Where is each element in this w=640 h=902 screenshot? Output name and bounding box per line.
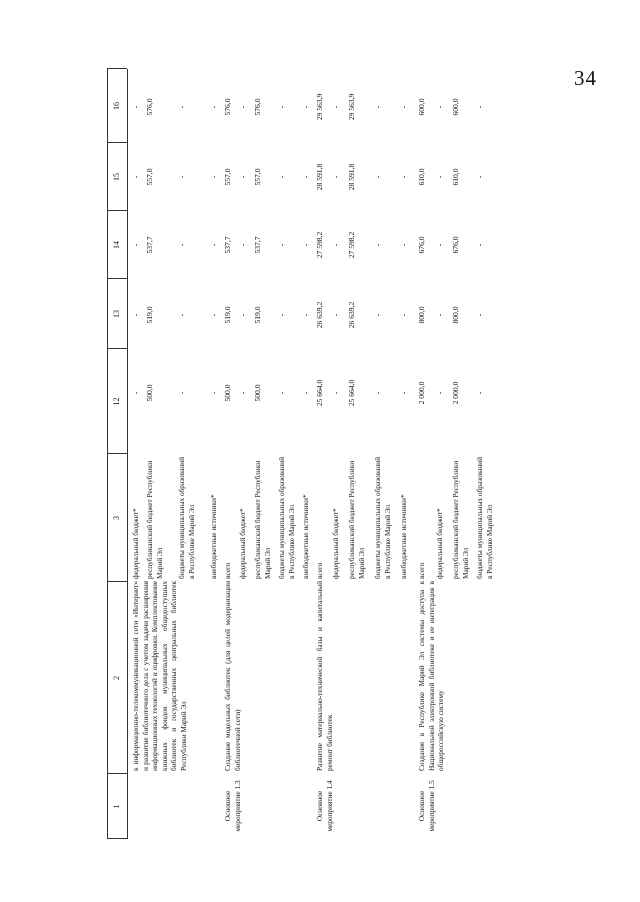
value-cell: -	[373, 175, 382, 179]
value-cell: -	[373, 243, 382, 247]
value-cell: 29 563,9	[315, 93, 324, 121]
value-cell: -	[373, 105, 382, 109]
event-label: Основное мероприятие 1.4	[315, 780, 334, 832]
value-cell: -	[399, 105, 408, 109]
value-cell: 500,0	[223, 384, 232, 402]
value-cell: -	[399, 391, 408, 395]
value-cell: -	[277, 175, 286, 179]
value-cell: -	[177, 243, 186, 247]
value-cell: 557,0	[145, 168, 154, 186]
funding-source: федеральный бюджет*	[131, 508, 140, 579]
funding-source: бюджеты муниципальных образований в Республике Марий Эл	[177, 457, 196, 579]
page-number: 34	[574, 66, 597, 90]
row-description: Создание в Республике Марий Эл системы доступа к Национальной электронной библиотеке и ее интеграция в общероссийскую систему	[417, 581, 445, 771]
table-top-rule	[107, 69, 108, 839]
value-cell: -	[131, 243, 140, 247]
value-cell: -	[301, 313, 310, 317]
value-cell: 676,0	[451, 236, 460, 254]
value-cell: 519,0	[223, 306, 232, 324]
funding-source: всего	[315, 562, 324, 579]
value-cell: -	[301, 391, 310, 395]
value-cell: 25 664,0	[347, 379, 356, 407]
value-cell: -	[238, 175, 247, 179]
column-header: 2	[112, 676, 121, 680]
funding-source: федеральный бюджет*	[238, 508, 247, 579]
value-cell: 537,7	[223, 236, 232, 254]
value-cell: 557,0	[253, 168, 262, 186]
value-cell: 557,0	[223, 168, 232, 186]
value-cell: 676,0	[417, 236, 426, 254]
rotated-budget-table	[105, 69, 535, 839]
value-cell: -	[435, 313, 444, 317]
value-cell: 576,0	[145, 98, 154, 116]
value-cell: -	[131, 105, 140, 109]
value-cell: 29 563,9	[347, 93, 356, 121]
value-cell: -	[475, 175, 484, 179]
funding-source: внебюджетные источники*	[209, 494, 218, 579]
value-cell: 500,0	[145, 384, 154, 402]
funding-source: республиканский бюджет Республики Марий Эл	[347, 460, 366, 579]
value-cell: 800,0	[417, 306, 426, 324]
value-cell: 537,7	[253, 236, 262, 254]
funding-source: федеральный бюджет*	[435, 508, 444, 579]
value-cell: -	[277, 243, 286, 247]
value-cell: 600,0	[451, 98, 460, 116]
value-cell: -	[277, 105, 286, 109]
value-cell: 800,0	[451, 306, 460, 324]
value-cell: -	[373, 313, 382, 317]
value-cell: -	[209, 175, 218, 179]
funding-source: внебюджетные источники*	[399, 494, 408, 579]
value-cell: -	[238, 391, 247, 395]
value-cell: -	[209, 313, 218, 317]
value-cell: 537,7	[145, 236, 154, 254]
funding-source: федеральный бюджет*	[331, 508, 340, 579]
value-cell: 576,0	[253, 98, 262, 116]
value-cell: -	[435, 175, 444, 179]
value-cell: -	[331, 105, 340, 109]
value-cell: 610,0	[417, 168, 426, 186]
value-cell: -	[301, 105, 310, 109]
value-cell: -	[435, 391, 444, 395]
value-cell: -	[209, 391, 218, 395]
funding-source: всего	[417, 562, 426, 579]
value-cell: -	[435, 243, 444, 247]
value-cell: 2 000,0	[417, 381, 426, 405]
value-cell: 519,0	[145, 306, 154, 324]
value-cell: 26 639,2	[315, 301, 324, 329]
funding-source: внебюджетные источники*	[301, 494, 310, 579]
value-cell: 27 598,2	[315, 231, 324, 259]
value-cell: -	[331, 391, 340, 395]
value-cell: -	[177, 313, 186, 317]
value-cell: -	[435, 105, 444, 109]
value-cell: -	[331, 243, 340, 247]
value-cell: -	[131, 391, 140, 395]
value-cell: 2 000,0	[451, 381, 460, 405]
event-label: Основное мероприятие 1.3	[223, 780, 242, 832]
value-cell: 27 598,2	[347, 231, 356, 259]
value-cell: -	[399, 313, 408, 317]
row-description: к информационно-телекоммуникационной сети «Интернет» и развитие библиотечного дела с учетом задачи расширения информационных технологий и оцифровки. Комплектование книжных фондов муниципальных общедоступных библиотек и государственных центральных библиотек Республики Марий Эл	[131, 581, 188, 771]
value-cell: -	[277, 391, 286, 395]
value-cell: -	[177, 391, 186, 395]
column-header: 13	[112, 310, 121, 318]
value-cell: -	[399, 243, 408, 247]
value-cell: 500,0	[253, 384, 262, 402]
funding-source: республиканский бюджет Республики Марий Эл	[145, 460, 164, 579]
value-cell: 28 591,8	[347, 163, 356, 191]
value-cell: -	[301, 175, 310, 179]
value-cell: -	[238, 105, 247, 109]
value-cell: -	[475, 313, 484, 317]
value-cell: -	[177, 175, 186, 179]
value-cell: 610,0	[451, 168, 460, 186]
value-cell: 26 639,2	[347, 301, 356, 329]
column-header: 16	[112, 102, 121, 110]
value-cell: -	[209, 105, 218, 109]
funding-source: республиканский бюджет Республики Марий Эл	[253, 460, 272, 579]
event-label: Основное мероприятие 1.5	[417, 780, 436, 832]
value-cell: 600,0	[417, 98, 426, 116]
value-cell: -	[238, 243, 247, 247]
value-cell: -	[238, 313, 247, 317]
value-cell: -	[331, 175, 340, 179]
value-cell: 28 591,8	[315, 163, 324, 191]
funding-source: бюджеты муниципальных образований в Республике Марий Эл	[277, 457, 296, 579]
value-cell: -	[131, 313, 140, 317]
value-cell: -	[177, 105, 186, 109]
column-header: 14	[112, 241, 121, 249]
value-cell: -	[475, 391, 484, 395]
value-cell: -	[373, 391, 382, 395]
funding-source: всего	[223, 562, 232, 579]
value-cell: 519,0	[253, 306, 262, 324]
row-description: Создание модельных библиотек (для целей модернизации библиотечной сети)	[223, 581, 242, 771]
value-cell: -	[209, 243, 218, 247]
value-cell: -	[475, 243, 484, 247]
header-bottom-rule	[127, 69, 128, 839]
column-header: 12	[112, 397, 121, 406]
value-cell: -	[331, 313, 340, 317]
value-cell: -	[301, 243, 310, 247]
funding-source: республиканский бюджет Республики Марий Эл	[451, 460, 470, 579]
value-cell: -	[131, 175, 140, 179]
column-header: 3	[112, 516, 121, 520]
value-cell: 576,0	[223, 98, 232, 116]
row-description: Развитие материально-технической базы и капитальный ремонт библиотек	[315, 581, 334, 771]
value-cell: -	[399, 175, 408, 179]
value-cell: -	[277, 313, 286, 317]
value-cell: 25 664,0	[315, 379, 324, 407]
value-cell: -	[475, 105, 484, 109]
funding-source: бюджеты муниципальных образований в Республике Марий Эл	[373, 457, 392, 579]
column-header: 15	[112, 173, 121, 181]
column-header: 1	[112, 804, 121, 809]
funding-source: бюджеты муниципальных образований в Республике Марий Эл	[475, 457, 494, 579]
